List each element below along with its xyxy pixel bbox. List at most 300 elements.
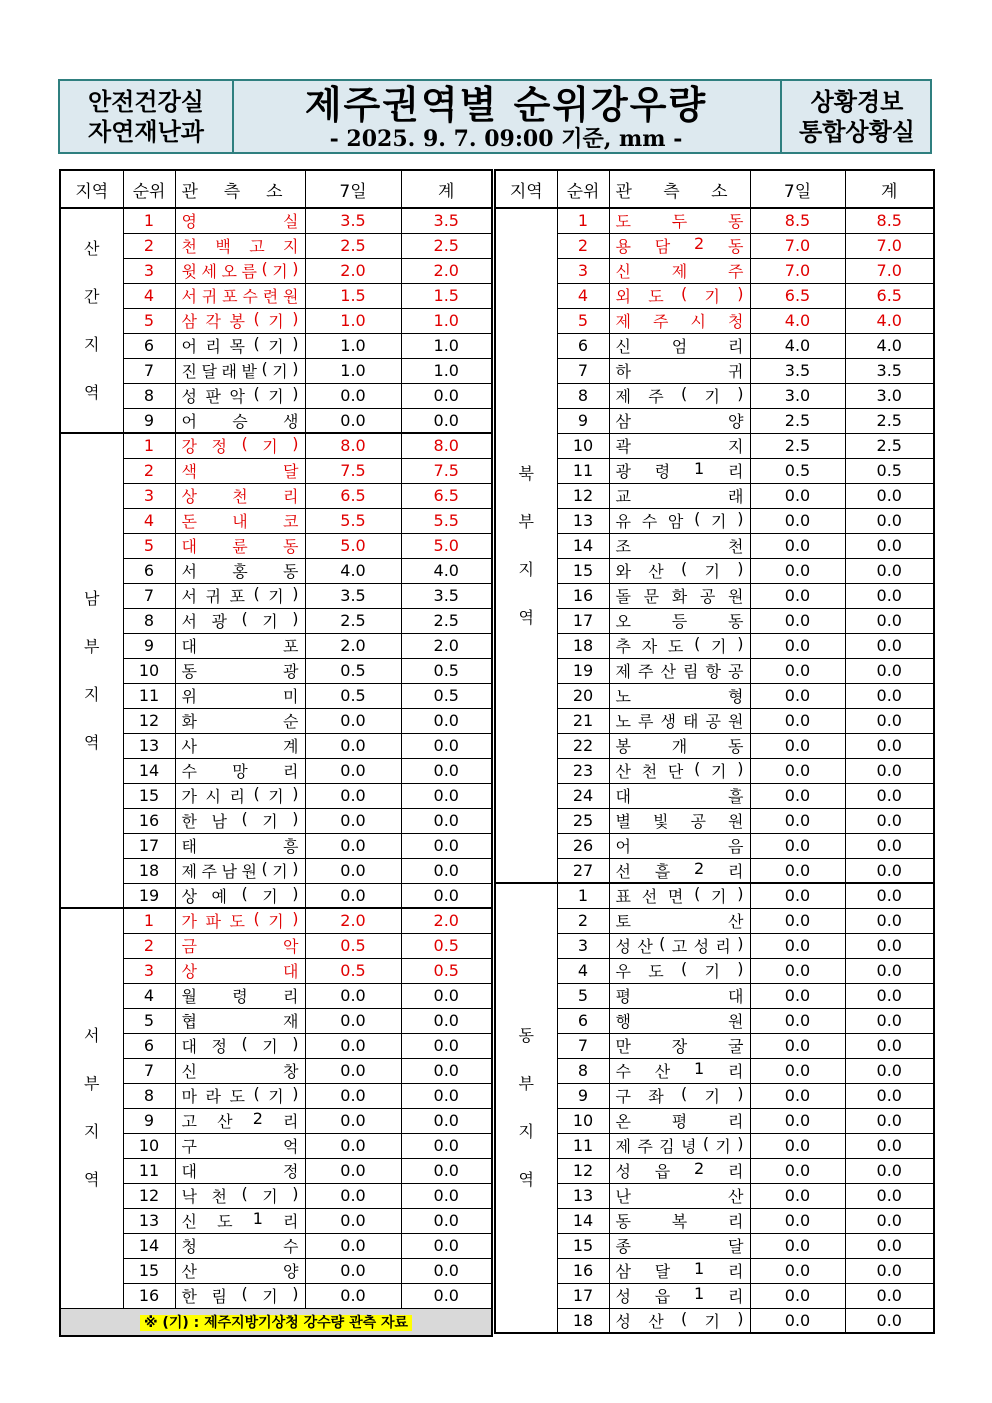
rain-7day-cell: 0.0 [750,1133,845,1158]
rain-7day-cell: 0.0 [750,558,845,583]
rain-7day-cell: 0.0 [750,983,845,1008]
rank-cell: 7 [557,358,609,383]
region-label: 서 부 지 역 [60,908,123,1308]
station-cell: 노 형 [609,683,750,708]
rain-total-cell: 0.0 [401,1183,492,1208]
rank-cell: 13 [123,733,175,758]
station-cell: 화 순 [175,708,305,733]
station-cell: 대 륜 동 [175,533,305,558]
rank-cell: 21 [557,708,609,733]
rank-cell: 4 [123,983,175,1008]
rain-total-cell: 3.5 [401,208,492,233]
station-cell: 조 천 [609,533,750,558]
rain-total-cell: 2.5 [401,233,492,258]
rain-total-cell: 0.0 [845,708,934,733]
table-row [495,1058,934,1083]
station-cell: 곽 지 [609,433,750,458]
rain-7day-cell: 0.0 [750,483,845,508]
rain-7day-cell: 1.5 [305,283,401,308]
rain-total-cell: 5.0 [401,533,492,558]
table-row [495,933,934,958]
rank-cell: 5 [557,983,609,1008]
rain-7day-cell: 0.0 [750,1258,845,1283]
rain-total-cell: 3.0 [845,383,934,408]
table-row [495,558,934,583]
rank-cell: 3 [557,258,609,283]
rank-cell: 2 [123,933,175,958]
right-table-body [495,208,934,1333]
rain-7day-cell: 2.5 [750,433,845,458]
rank-cell: 5 [123,533,175,558]
rank-cell: 8 [123,383,175,408]
rain-total-cell: 0.0 [401,1158,492,1183]
table-row [495,733,934,758]
rain-7day-cell: 0.5 [305,683,401,708]
table-row [495,433,934,458]
table-row [60,683,492,708]
rank-cell: 9 [123,408,175,433]
rain-total-cell: 2.5 [401,608,492,633]
rank-cell: 12 [123,1183,175,1208]
rain-7day-cell: 0.0 [750,658,845,683]
rain-7day-cell: 2.5 [305,608,401,633]
table-row [495,1208,934,1233]
rain-total-cell: 0.0 [401,833,492,858]
table-row [60,458,492,483]
rain-total-cell: 0.0 [845,658,934,683]
rain-total-cell: 2.0 [401,258,492,283]
station-cell: 서 광 ( 기 ) [175,608,305,633]
table-row [495,1233,934,1258]
rank-cell: 23 [557,758,609,783]
rain-7day-cell: 0.0 [305,758,401,783]
rain-total-cell: 8.5 [845,208,934,233]
rain-7day-cell: 0.0 [750,1033,845,1058]
col-region: 지역 [495,170,557,208]
station-cell: 가 시 리 ( 기 ) [175,783,305,808]
station-cell: 교 래 [609,483,750,508]
station-cell: 유 수 암 ( 기 ) [609,508,750,533]
rank-cell: 13 [557,508,609,533]
rain-total-cell: 1.0 [401,333,492,358]
rain-total-cell: 0.0 [401,1283,492,1308]
rain-7day-cell: 0.0 [305,1158,401,1183]
station-cell: 서 귀 포 수 련 원 [175,283,305,308]
rain-7day-cell: 0.0 [750,1208,845,1233]
rank-cell: 7 [123,583,175,608]
rank-cell: 13 [557,1183,609,1208]
station-cell: 구 좌 ( 기 ) [609,1083,750,1108]
rain-7day-cell: 5.0 [305,533,401,558]
table-row [495,1033,934,1058]
station-cell: 평 대 [609,983,750,1008]
rank-cell: 8 [123,608,175,633]
table-row [495,758,934,783]
rank-cell: 8 [557,1058,609,1083]
station-cell: 진 달 래 밭 ( 기 ) [175,358,305,383]
rain-total-cell: 0.0 [845,683,934,708]
station-cell: 신 엄 리 [609,333,750,358]
station-cell: 어 승 생 [175,408,305,433]
rain-7day-cell: 1.0 [305,333,401,358]
rank-cell: 11 [557,458,609,483]
table-row [495,358,934,383]
station-cell: 협 재 [175,1008,305,1033]
station-cell: 제 주 ( 기 ) [609,383,750,408]
rain-total-cell: 0.0 [845,558,934,583]
rain-7day-cell: 0.0 [750,683,845,708]
rain-7day-cell: 3.5 [305,208,401,233]
rain-7day-cell: 0.5 [305,658,401,683]
rank-cell: 1 [123,908,175,933]
table-row [495,958,934,983]
rank-cell: 17 [557,1283,609,1308]
table-row [495,1183,934,1208]
rain-7day-cell: 0.0 [750,1283,845,1308]
rank-cell: 20 [557,683,609,708]
table-row [60,1033,492,1058]
rain-7day-cell: 0.0 [305,708,401,733]
table-row [495,1258,934,1283]
report-subtitle: - 2025. 9. 7. 09:00 기준, mm - [329,125,683,152]
station-cell: 월 령 리 [175,983,305,1008]
rain-7day-cell: 0.5 [750,458,845,483]
table-row [495,233,934,258]
rain-7day-cell: 1.0 [305,308,401,333]
rank-cell: 10 [123,658,175,683]
rain-7day-cell: 0.0 [750,583,845,608]
rain-total-cell: 0.0 [845,1058,934,1083]
station-cell: 성 산 ( 고 성 리 ) [609,933,750,958]
station-cell: 삼 달 1 리 [609,1258,750,1283]
station-cell: 제 주 시 청 [609,308,750,333]
rain-7day-cell: 2.0 [305,633,401,658]
rain-7day-cell: 0.0 [750,933,845,958]
station-cell: 서 홍 동 [175,558,305,583]
rain-7day-cell: 6.5 [305,483,401,508]
rank-cell: 1 [557,208,609,233]
col-rank: 순위 [557,170,609,208]
rank-cell: 2 [123,233,175,258]
table-row [60,1058,492,1083]
station-cell: 청 수 [175,1233,305,1258]
rank-cell: 16 [123,808,175,833]
rank-cell: 16 [557,1258,609,1283]
station-cell: 성 읍 1 리 [609,1283,750,1308]
rain-total-cell: 0.0 [845,833,934,858]
table-row [60,908,492,933]
rank-cell: 15 [557,1233,609,1258]
table-row [60,783,492,808]
station-cell: 대 정 ( 기 ) [175,1033,305,1058]
rain-7day-cell: 0.0 [305,1033,401,1058]
rain-total-cell: 0.0 [845,758,934,783]
rain-total-cell: 2.5 [845,433,934,458]
table-row [60,483,492,508]
rain-total-cell: 6.5 [401,483,492,508]
rain-7day-cell: 0.0 [305,1283,401,1308]
station-cell: 고 산 2 리 [175,1108,305,1133]
rain-7day-cell: 2.0 [305,258,401,283]
rain-7day-cell: 0.0 [750,533,845,558]
rain-total-cell: 0.0 [401,783,492,808]
col-total: 계 [845,170,934,208]
rain-7day-cell: 7.0 [750,233,845,258]
rain-total-cell: 0.5 [401,658,492,683]
rank-cell: 12 [557,483,609,508]
rain-total-cell: 0.0 [845,933,934,958]
rain-7day-cell: 0.0 [305,1083,401,1108]
table-row [60,358,492,383]
table-row [60,408,492,433]
title-block [232,81,780,152]
table-row [495,908,934,933]
table-row [495,1108,934,1133]
rain-total-cell: 0.0 [845,1283,934,1308]
table-row [495,1008,934,1033]
region-label: 남 부 지 역 [60,433,123,908]
rain-7day-cell: 0.0 [750,858,845,883]
rain-7day-cell: 0.0 [750,958,845,983]
rank-cell: 15 [123,1258,175,1283]
table-row [60,733,492,758]
table-row [495,658,934,683]
rain-total-cell: 0.0 [845,1083,934,1108]
table-row [60,708,492,733]
rank-cell: 16 [557,583,609,608]
rank-cell: 4 [557,283,609,308]
table-row [495,508,934,533]
station-cell: 외 도 ( 기 ) [609,283,750,308]
station-cell: 용 담 2 동 [609,233,750,258]
dept-right [780,81,932,152]
table-row [60,983,492,1008]
rain-7day-cell: 0.0 [305,1008,401,1033]
table-row [495,858,934,883]
table-row [60,758,492,783]
station-cell: 서 귀 포 ( 기 ) [175,583,305,608]
rank-cell: 12 [123,708,175,733]
rain-7day-cell: 5.5 [305,508,401,533]
rain-7day-cell: 4.0 [750,333,845,358]
rain-total-cell: 5.5 [401,508,492,533]
rain-total-cell: 0.0 [845,1308,934,1333]
rain-7day-cell: 7.0 [750,258,845,283]
rain-total-cell: 0.0 [845,633,934,658]
rain-total-cell: 0.0 [401,1108,492,1133]
rain-7day-cell: 0.0 [750,758,845,783]
rank-cell: 25 [557,808,609,833]
station-cell: 종 달 [609,1233,750,1258]
dept-right-line1: 상황경보 [810,87,904,116]
rain-total-cell: 3.5 [401,583,492,608]
rain-7day-cell: 2.5 [305,233,401,258]
region-label: 북 부 지 역 [495,208,557,883]
table-row [495,833,934,858]
station-cell: 성 산 ( 기 ) [609,1308,750,1333]
rain-total-cell: 0.0 [845,783,934,808]
station-cell: 대 흘 [609,783,750,808]
region-label: 동 부 지 역 [495,883,557,1333]
rank-cell: 9 [557,408,609,433]
rain-total-cell: 0.0 [401,758,492,783]
table-row [495,1133,934,1158]
rank-cell: 16 [123,1283,175,1308]
rain-7day-cell: 0.0 [750,1108,845,1133]
rain-7day-cell: 0.5 [305,933,401,958]
table-row [495,483,934,508]
rain-total-cell: 4.0 [845,333,934,358]
station-cell: 별 빛 공 원 [609,808,750,833]
station-cell: 한 림 ( 기 ) [175,1283,305,1308]
station-cell: 광 령 1 리 [609,458,750,483]
rain-total-cell: 0.0 [845,958,934,983]
table-row [495,383,934,408]
rain-total-cell: 2.5 [845,408,934,433]
rain-7day-cell: 0.0 [305,1133,401,1158]
station-cell: 위 미 [175,683,305,708]
rain-7day-cell: 3.5 [305,583,401,608]
rank-cell: 14 [557,1208,609,1233]
footnote-text: ※ (기) : 제주지방기상청 강수량 관측 자료 [140,1315,412,1331]
rank-cell: 5 [123,308,175,333]
table-row [60,533,492,558]
table-row [60,258,492,283]
rain-7day-cell: 0.0 [750,608,845,633]
rank-cell: 6 [123,333,175,358]
region-label: 산 간 지 역 [60,208,123,433]
rain-total-cell: 0.0 [845,508,934,533]
table-row [495,683,934,708]
table-row [495,408,934,433]
rain-7day-cell: 0.0 [305,808,401,833]
table-header-row [60,170,492,208]
rain-7day-cell: 0.0 [750,1008,845,1033]
rain-7day-cell: 0.0 [750,883,845,908]
table-row [60,1008,492,1033]
rain-7day-cell: 0.0 [750,808,845,833]
table-row [495,633,934,658]
station-cell: 동 복 리 [609,1208,750,1233]
rain-total-cell: 0.0 [845,1208,934,1233]
rain-7day-cell: 0.0 [750,833,845,858]
station-cell: 제 주 김 녕 ( 기 ) [609,1133,750,1158]
station-cell: 노 루 생 태 공 원 [609,708,750,733]
table-row [60,808,492,833]
station-cell: 성 읍 2 리 [609,1158,750,1183]
rank-cell: 8 [557,383,609,408]
rainfall-table-left [59,169,493,1337]
rain-total-cell: 0.0 [845,583,934,608]
table-row [60,1158,492,1183]
rain-total-cell: 0.0 [401,1083,492,1108]
rank-cell: 15 [123,783,175,808]
rain-7day-cell: 0.0 [305,783,401,808]
rain-7day-cell: 8.5 [750,208,845,233]
rain-total-cell: 7.0 [845,233,934,258]
station-cell: 금 악 [175,933,305,958]
station-cell: 선 흘 2 리 [609,858,750,883]
rank-cell: 19 [123,883,175,908]
rain-total-cell: 0.0 [845,1033,934,1058]
station-cell: 어 음 [609,833,750,858]
station-cell: 동 광 [175,658,305,683]
table-row [60,1183,492,1208]
rank-cell: 5 [557,308,609,333]
rain-7day-cell: 0.0 [305,1183,401,1208]
station-cell: 대 정 [175,1158,305,1183]
left-table-body [60,208,492,1336]
table-row [60,933,492,958]
rainfall-table-right [494,169,935,1334]
rain-7day-cell: 0.0 [750,908,845,933]
rain-total-cell: 0.0 [845,533,934,558]
rain-total-cell: 2.0 [401,633,492,658]
rain-7day-cell: 0.0 [305,383,401,408]
table-row [495,458,934,483]
rank-cell: 4 [557,958,609,983]
station-cell: 제 주 남 원 ( 기 ) [175,858,305,883]
station-cell: 하 귀 [609,358,750,383]
table-row [495,983,934,1008]
rain-7day-cell: 0.0 [750,1083,845,1108]
rain-total-cell: 0.0 [401,1208,492,1233]
dept-left-line2: 자연재난과 [88,117,204,146]
station-cell: 만 장 굴 [609,1033,750,1058]
rank-cell: 3 [123,258,175,283]
rank-cell: 9 [123,1108,175,1133]
rank-cell: 12 [557,1158,609,1183]
rain-total-cell: 7.0 [845,258,934,283]
rank-cell: 18 [557,633,609,658]
rain-total-cell: 0.0 [401,1233,492,1258]
col-region: 지역 [60,170,123,208]
rain-total-cell: 0.5 [401,933,492,958]
rank-cell: 18 [557,1308,609,1333]
rain-total-cell: 0.5 [845,458,934,483]
rank-cell: 14 [557,533,609,558]
station-cell: 온 평 리 [609,1108,750,1133]
footnote [60,1308,492,1336]
rain-total-cell: 0.0 [845,1133,934,1158]
station-cell: 오 등 동 [609,608,750,633]
station-cell: 상 대 [175,958,305,983]
rank-cell: 10 [557,433,609,458]
rain-total-cell: 4.0 [401,558,492,583]
dept-left [60,81,234,152]
rain-7day-cell: 4.0 [305,558,401,583]
table-row [60,1208,492,1233]
table-row [495,883,934,908]
station-cell: 표 선 면 ( 기 ) [609,883,750,908]
rank-cell: 15 [557,558,609,583]
rain-7day-cell: 0.0 [305,408,401,433]
rank-cell: 6 [123,558,175,583]
rain-7day-cell: 4.0 [750,308,845,333]
station-cell: 강 정 ( 기 ) [175,433,305,458]
station-cell: 가 파 도 ( 기 ) [175,908,305,933]
table-row [60,1083,492,1108]
col-total: 계 [401,170,492,208]
station-cell: 낙 천 ( 기 ) [175,1183,305,1208]
station-cell: 상 천 리 [175,483,305,508]
rank-cell: 18 [123,858,175,883]
rain-7day-cell: 1.0 [305,358,401,383]
station-cell: 윗 세 오 름 ( 기 ) [175,258,305,283]
table-row [60,633,492,658]
col-7day: 7일 [750,170,845,208]
rain-total-cell: 0.0 [401,1058,492,1083]
